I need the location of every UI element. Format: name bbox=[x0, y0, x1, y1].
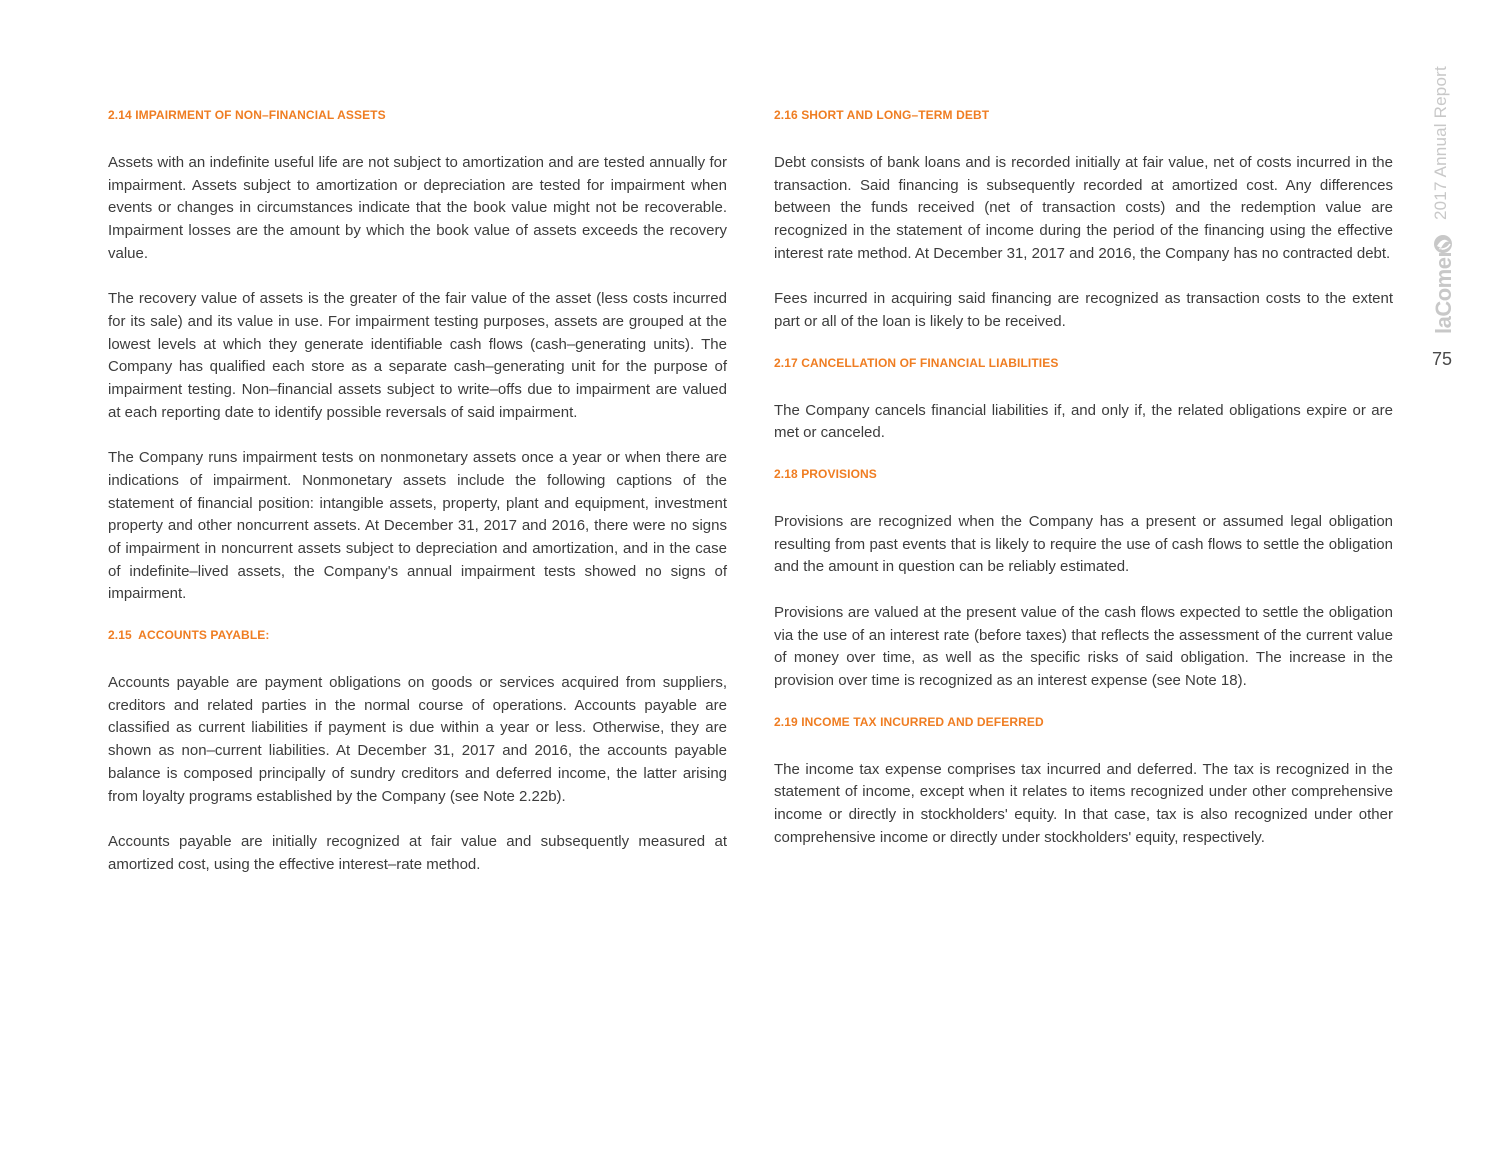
section-heading-2-16: 2.16 SHORT AND LONG–TERM DEBT bbox=[774, 108, 990, 122]
section-heading-2-19: 2.19 INCOME TAX INCURRED AND DEFERRED bbox=[774, 714, 1044, 729]
section-heading-2-14: 2.14 IMPAIRMENT OF NON–FINANCIAL ASSETS bbox=[108, 108, 386, 122]
right-column bbox=[774, 108, 1393, 872]
report-title: 2017 Annual Report bbox=[1431, 66, 1450, 220]
paragraph: Accounts payable are initially recognized at fair value and subsequently measured at amortized cost, using the effective interest–rate method. bbox=[108, 832, 727, 873]
paragraph: The Company runs impairment tests on nonmonetary assets once a year or when there are indications of impairment. Nonmonetary assets include the following captions of the statement of financial position: intangible assets, property, plant and equipment, investment property and other noncurrent assets. At December 31, 2017 and 2016, there were no signs of impairment in noncurrent assets subject to depreciation and amortization, and in the case of indefinite–lived assets, the Company's annual impairment tests showed no signs of impairment. bbox=[108, 449, 727, 603]
paragraph: The recovery value of assets is the greater of the fair value of the asset (less costs incurred for its sale) and its value in use. For impairment testing purposes, assets are grouped at the lowest levels at which they generate identifiable cash flows (cash–generating units). The Company has qualified each store as a separate cash–generating unit for the purpose of impairment testing. Non–financial assets subject to write–offs due to impairment are valued at each reporting date to identify possible reversals of said impairment. bbox=[108, 290, 727, 421]
paragraph: The Company cancels financial liabilities if, and only if, the related obligations expire or are met or canceled. bbox=[774, 401, 1393, 442]
page-number: 75 bbox=[1432, 349, 1453, 369]
lacomer-logo bbox=[1422, 230, 1464, 338]
section-heading-2-15: 2.15 ACCOUNTS PAYABLE: bbox=[108, 628, 270, 643]
paragraph: The income tax expense comprises tax incurred and deferred. The tax is recognized in the statement of income, except when it relates to items recognized under other comprehensive income or directly in stockholders' equity. In that case, tax is also recognized under other comprehensive income or directly under stockholders' equity, respectively. bbox=[774, 760, 1393, 846]
left-column bbox=[108, 108, 727, 899]
paragraph: Accounts payable are payment obligations on goods or services acquired from suppliers, creditors and related parties in the normal course of operations. Accounts payable are classified as current liabilities if payment is due within a year or less. Otherwise, they are shown as non–current liabilities. At December 31, 2017 and 2016, the accounts payable balance is composed principally of sundry creditors and deferred income, the latter arising from loyalty programs established by the Company (see Note 2.22b). bbox=[108, 674, 727, 805]
sidebar-branding bbox=[1420, 60, 1464, 350]
logo-wordmark: laComer bbox=[1431, 249, 1456, 334]
paragraph: Provisions are recognized when the Company has a present or assumed legal obligation resulting from past events that is likely to require the use of cash flows to settle the obligation and the amount in question can be reliably estimated. bbox=[774, 513, 1393, 576]
paragraph: Debt consists of bank loans and is recorded initially at fair value, net of costs incurred in the transaction. Said financing is subsequently recorded at amortized cost. Any differences between the funds received (net of transaction costs) and the redemption value are recognized in the statement of income during the period of the financing using the effective interest rate method. At December 31, 2017 and 2016, the Company has no contracted debt. bbox=[774, 154, 1393, 262]
paragraph: Assets with an indefinite useful life are not subject to amortization and are tested annually for impairment. Assets subject to amortization or depreciation are tested for impairment when events or changes in circumstances indicate that the book value might not be recoverable. Impairment losses are the amount by which the book value of assets exceeds the recovery value. bbox=[108, 154, 727, 262]
section-heading-2-17: 2.17 CANCELLATION OF FINANCIAL LIABILITIES bbox=[774, 355, 1059, 370]
paragraph: Fees incurred in acquiring said financing are recognized as transaction costs to the extent part or all of the loan is likely to be received. bbox=[774, 290, 1393, 330]
section-heading-2-18: 2.18 PROVISIONS bbox=[774, 467, 877, 482]
paragraph: Provisions are valued at the present value of the cash flows expected to settle the obligation via the use of an interest rate (before taxes) that reflects the assessment of the current value of money over time, as well as the specific risks of said obligation. The increase in the provision over time is recognized as an interest expense (see Note 18). bbox=[774, 603, 1393, 689]
